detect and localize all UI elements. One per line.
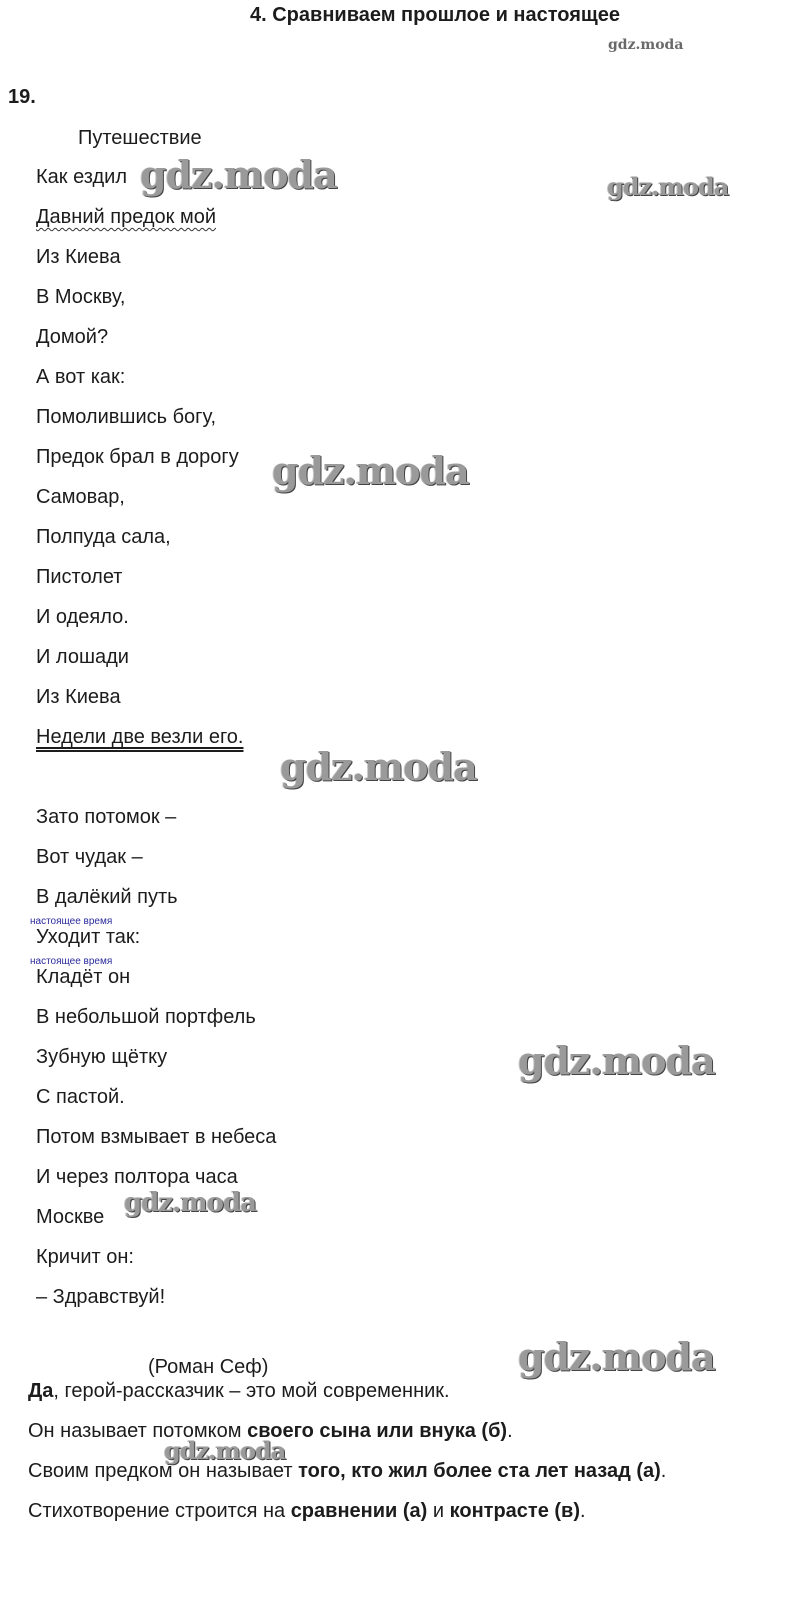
answer-text: Стихотворение строится на [28, 1500, 291, 1522]
poem-line: Полпуда сала, [36, 526, 171, 548]
tense-annotation: настоящее время [30, 916, 113, 927]
answer-text: и [427, 1500, 450, 1522]
answer-line [28, 1380, 450, 1403]
poem-title: Путешествие [78, 127, 202, 149]
watermark: gdz.moda [124, 1188, 257, 1218]
poem-line: С пастой. [36, 1086, 125, 1108]
poem-line: Москве [36, 1206, 105, 1228]
section-title: 4. Сравниваем прошлое и настоящее [250, 4, 621, 26]
answer-text: Он называет потомком [28, 1420, 248, 1442]
poem-line: Недели две везли его. [36, 726, 244, 748]
answer-bold: того, кто жил более ста лет назад (а) [298, 1460, 661, 1482]
poem-line: Из Киева [36, 246, 121, 268]
poem-line: Помолившись богу, [36, 406, 217, 428]
poem-line: Кладёт он [36, 966, 131, 988]
poem-line: Пистолет [36, 566, 123, 588]
answer-bold: своего сына или внука (б) [247, 1420, 508, 1442]
poem-line: Самовар, [36, 486, 125, 508]
poem-line: – Здравствуй! [36, 1286, 166, 1308]
poem-line: В далёкий путь [36, 886, 178, 908]
answer-text: , герой-рассказчик – это мой современник. [53, 1380, 450, 1402]
watermark: gdz.moda [164, 1436, 286, 1465]
answer-bold: контрасте (в) [449, 1500, 581, 1522]
poem-line: Зубную щётку [36, 1046, 168, 1068]
poem-line: Вот чудак – [36, 846, 143, 868]
poem-line: Уходит так: [36, 926, 141, 948]
answer-text: . [660, 1460, 667, 1482]
poem-line: И через полтора часа [36, 1166, 238, 1188]
answer-text: . [507, 1420, 513, 1442]
poem-line: Кричит он: [36, 1246, 134, 1268]
poem-author: (Роман Сеф) [148, 1356, 269, 1378]
poem-line: И одеяло. [36, 606, 129, 628]
poem-line: И лошади [36, 646, 129, 668]
answer-text: Своим предком он называет [28, 1460, 299, 1482]
poem-line: Предок брал в дорогу [36, 446, 239, 468]
watermark: gdz.moda [280, 744, 477, 789]
poem-line: Домой? [36, 326, 109, 348]
watermark: gdz.moda [140, 152, 337, 197]
answer-line [28, 1500, 586, 1523]
exercise-number: 19. [8, 86, 36, 108]
poem-line: Как ездил [36, 166, 128, 188]
watermark: gdz.moda [272, 448, 469, 493]
answer-bold: сравнении (а) [290, 1500, 428, 1522]
answer-bold: Да [28, 1380, 54, 1402]
poem-line: В Москву, [36, 286, 126, 308]
tense-annotation: настоящее время [30, 956, 113, 967]
answer-line [28, 1460, 666, 1483]
poem-line: А вот как: [36, 366, 126, 388]
poem-line: Зато потомок – [36, 806, 177, 828]
poem-line: Давний предок мой [36, 206, 217, 228]
watermark: gdz.moda [518, 1038, 715, 1083]
poem-line: В небольшой портфель [36, 1006, 256, 1028]
poem-line: Потом взмывает в небеса [36, 1126, 277, 1148]
poem-line: Из Киева [36, 686, 121, 708]
watermark: gdz.moda [608, 37, 684, 53]
answer-text: . [580, 1500, 586, 1522]
watermark: gdz.moda [607, 172, 729, 201]
watermark: gdz.moda [518, 1334, 715, 1379]
